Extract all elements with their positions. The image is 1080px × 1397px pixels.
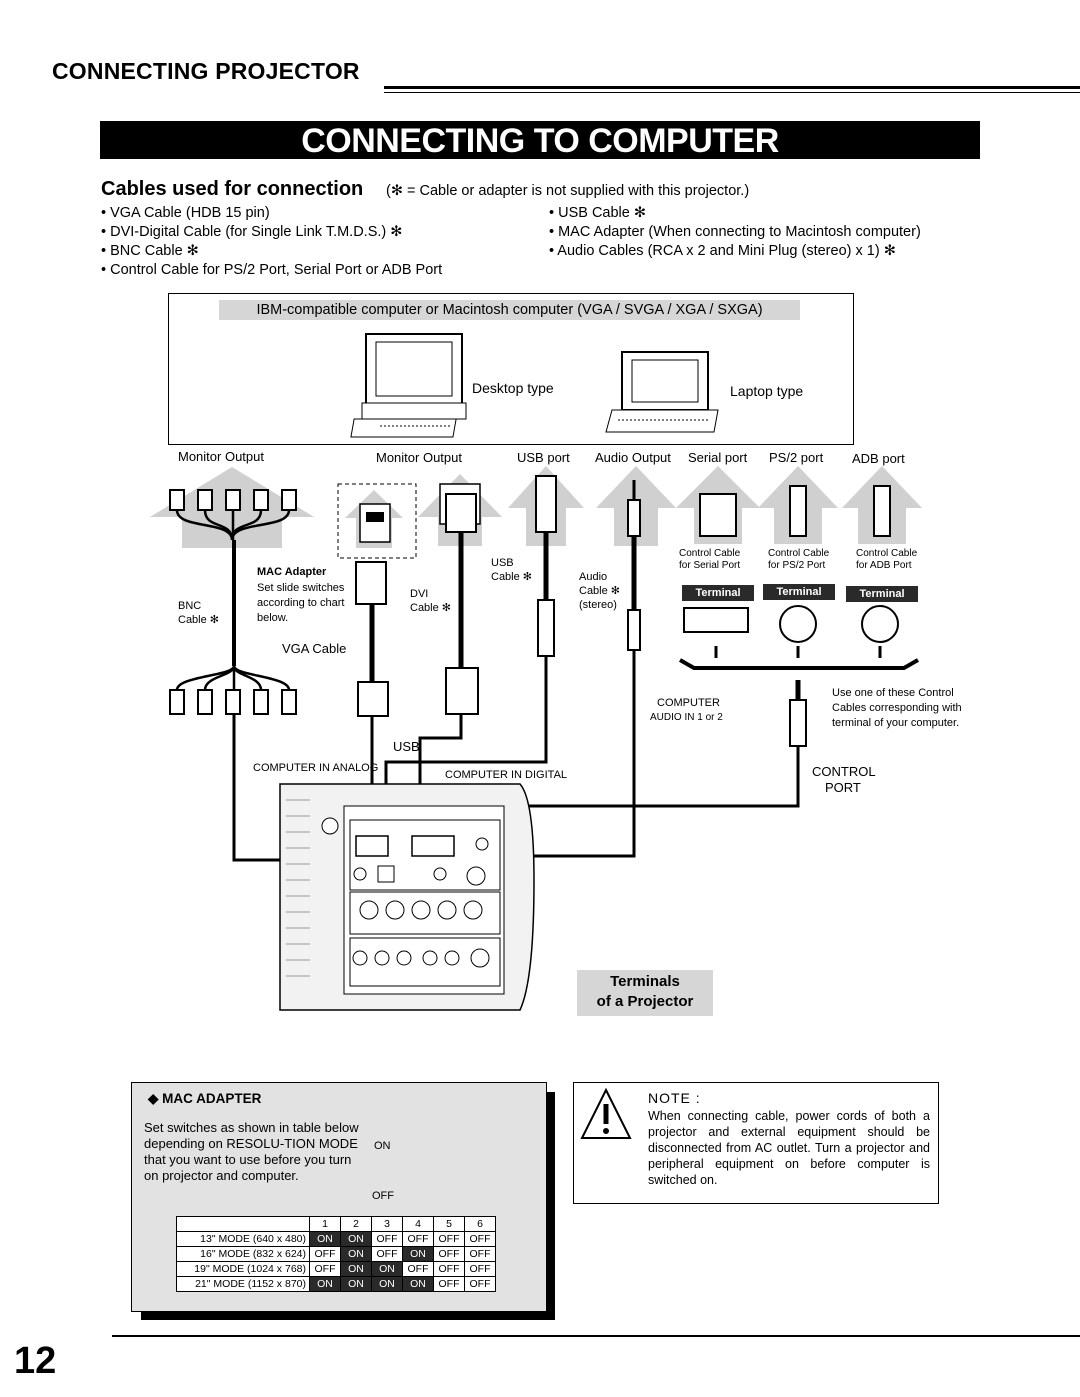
mac-adapter-desc: Set slide switches [257,582,345,594]
switch-cell: ON [341,1277,372,1292]
mac-adapter-desc: below. [257,612,289,624]
control-ps2-label: Control Cable [768,548,830,559]
switch-cell: OFF [403,1232,434,1247]
switch-cell: ON [310,1232,341,1247]
use-one-note: Cables corresponding with [832,702,962,714]
vga-cable-label: VGA Cable [282,641,347,656]
switch-cell: ON [403,1247,434,1262]
cable-item: • Audio Cables (RCA x 2 and Mini Plug (stereo) x 1) ✻ [549,243,896,259]
port-serial: Serial port [688,450,748,465]
switch-cell: OFF [465,1277,496,1292]
dvi-cable-label: DVI [410,588,429,600]
column-header: 6 [465,1217,496,1232]
column-header: 4 [403,1217,434,1232]
bnc-cable-label: BNC [178,600,202,612]
switch-cell: OFF [310,1262,341,1277]
terminals-caption-line: of a Projector [596,993,694,1010]
cables-note: (✻ = Cable or adapter is not supplied with this projector.) [386,183,750,199]
page-number: 12 [14,1340,57,1382]
terminals-caption [577,970,713,1016]
port-audio: Audio Output [595,450,671,465]
note-title: NOTE : [648,1090,701,1106]
bnc-cable-label: Cable ✻ [178,614,220,626]
control-serial-label: Control Cable [679,548,741,559]
computer-audio-label: AUDIO IN 1 or 2 [650,712,723,723]
switch-cell: OFF [434,1232,465,1247]
control-serial-label: for Serial Port [679,560,741,571]
note-text: When connecting cable, power cords of both a projector and external equipment should be disconnected from AC outlet. Turn a projector and peripheral equipment on before computer is switched on. [648,1109,930,1187]
control-port-label: PORT [825,780,861,795]
usb-label: USB [393,739,420,754]
terminals-caption-line: Terminals [610,973,680,990]
terminal-badge-serial: Terminal [682,585,754,601]
switch-off-label: OFF [372,1190,394,1202]
laptop-computer-icon [606,352,718,432]
mac-adapter-text: Set switches as shown in table below depending on RESOLU-TION MODE that you want to use before you turn on projector and computer. [144,1120,359,1183]
table-row [177,1232,496,1247]
mode-cell: 21" MODE (1152 x 870) [177,1277,310,1292]
cable-item: • Control Cable for PS/2 Port, Serial Port or ADB Port [101,262,443,278]
laptop-label: Laptop type [730,383,804,399]
port-monitor-output-1: Monitor Output [178,449,264,464]
switch-cell: OFF [434,1277,465,1292]
column-header: 5 [434,1217,465,1232]
table-header-row [177,1217,496,1232]
port-ps2: PS/2 port [769,450,824,465]
cable-item: • USB Cable ✻ [549,205,647,221]
terminal-badge-ps2: Terminal [763,584,835,600]
port-usb: USB port [517,450,570,465]
switch-cell: OFF [465,1247,496,1262]
computer-types-label: IBM-compatible computer or Macintosh computer (VGA / SVGA / XGA / SXGA) [219,300,800,320]
column-header: 1 [310,1217,341,1232]
mode-cell: 16" MODE (832 x 624) [177,1247,310,1262]
mode-cell: 19" MODE (1024 x 768) [177,1262,310,1277]
computer-in-digital-label: COMPUTER IN DIGITAL [445,769,568,781]
mode-cell: 13" MODE (640 x 480) [177,1232,310,1247]
usb-cable-label: Cable ✻ [491,571,533,583]
table-corner [177,1217,310,1232]
port-monitor-output-2: Monitor Output [376,450,462,465]
switch-cell: OFF [403,1262,434,1277]
table-row [177,1262,496,1277]
projector-icon [280,784,534,1010]
switch-cell: OFF [372,1232,403,1247]
mac-adapter-title: ◆ MAC ADAPTER [148,1091,262,1106]
cable-item: • BNC Cable ✻ [101,243,199,259]
computer-in-analog-label: COMPUTER IN ANALOG [253,762,379,774]
computer-audio-label: COMPUTER [657,697,720,709]
desktop-label: Desktop type [472,380,554,396]
audio-cable-label: (stereo) [579,599,617,611]
control-port-label: CONTROL [812,764,876,779]
cables-heading: Cables used for connection [101,178,364,200]
audio-cable-label: Audio [579,571,608,583]
audio-cable-label: Cable ✻ [579,585,621,597]
control-adb-label: Control Cable [856,548,918,559]
switch-cell: ON [403,1277,434,1292]
desktop-computer-icon [351,334,466,437]
page-banner: CONNECTING TO COMPUTER [100,121,980,159]
switch-cell: ON [372,1262,403,1277]
column-header: 3 [372,1217,403,1232]
use-one-note: Use one of these Control [832,687,954,699]
control-ps2-label: for PS/2 Port [768,560,826,571]
table-row [177,1277,496,1292]
switch-on-label: ON [374,1140,391,1152]
switch-cell: ON [341,1232,372,1247]
switch-cell: OFF [465,1262,496,1277]
switch-cell: OFF [372,1247,403,1262]
switch-cell: OFF [434,1247,465,1262]
cable-item: • MAC Adapter (When connecting to Macintosh computer) [549,224,921,240]
switch-cell: OFF [310,1247,341,1262]
control-adb-label: for ADB Port [856,560,912,571]
dvi-cable-label: Cable ✻ [410,602,452,614]
column-header: 2 [341,1217,372,1232]
switch-cell: ON [310,1277,341,1292]
switch-cell: ON [372,1277,403,1292]
mac-adapter-table [176,1216,496,1292]
section-title: CONNECTING PROJECTOR [52,58,360,84]
mac-adapter-label: MAC Adapter [257,566,327,578]
usb-cable-label: USB [491,557,514,569]
bottom-rule [112,1335,1080,1337]
use-one-note: terminal of your computer. [832,717,960,729]
table-row [177,1247,496,1262]
mac-adapter-desc: according to chart [257,597,345,609]
cable-item: • VGA Cable (HDB 15 pin) [101,205,270,221]
port-adb: ADB port [852,451,905,466]
switch-cell: ON [341,1247,372,1262]
switch-cell: OFF [465,1232,496,1247]
terminal-badge-adb: Terminal [846,586,918,602]
switch-cell: ON [341,1262,372,1277]
cable-item: • DVI-Digital Cable (for Single Link T.M.D.S.) ✻ [101,224,403,240]
switch-cell: OFF [434,1262,465,1277]
